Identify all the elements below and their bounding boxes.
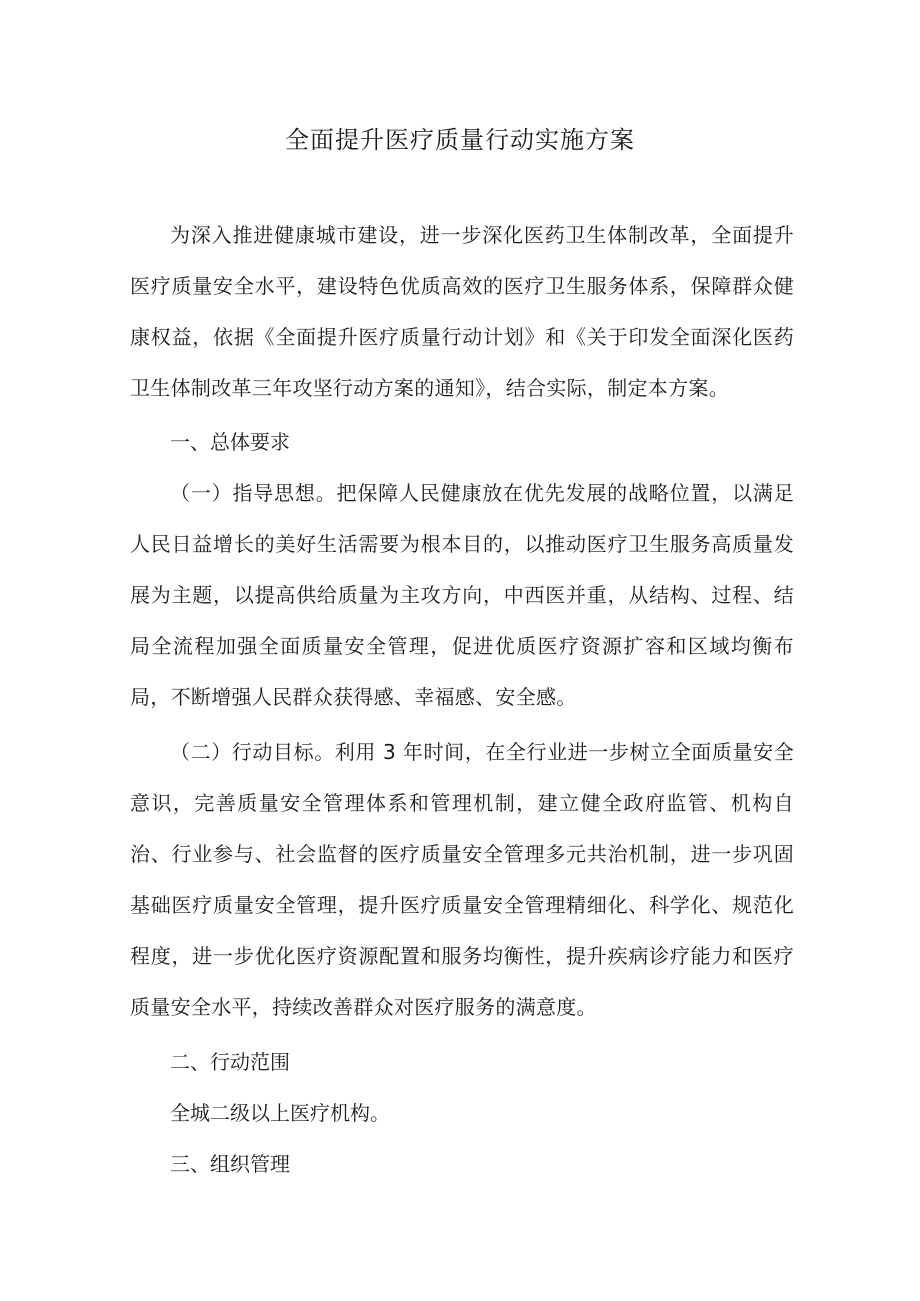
section-heading-action-scope: 二、行动范围 — [170, 1050, 290, 1074]
guiding-ideology-paragraph: （一）指导思想。把保障人民健康放在优先发展的战略位置，以满足人民日益增长的美好生活需要为根本目的，以推动医疗卫生服务高质量发展为主题，以提高供给质量为主攻方向，中西医并重，从结构、过程、结局全流程加强全面质量安全管理，促进优质医疗资源扩容和区域均衡布局，不断增强人民群众获得感、幸福感、安全感。 — [130, 481, 794, 709]
section-heading-organization-management: 三、组织管理 — [170, 1152, 290, 1176]
action-goals-paragraph: （二）行动目标。利用 3 年时间，在全行业进一步树立全面质量安全意识，完善质量安全管理体系和管理机制，建立健全政府监管、机构自治、行业参与、社会监督的医疗质量安全管理多元共治机制，进一步巩固基础医疗质量安全管理，提升医疗质量安全管理精细化、科学化、规范化程度，进一步优化医疗资源配置和服务均衡性，提升疾病诊疗能力和医疗质量安全水平，持续改善群众对医疗服务的满意度。 — [130, 740, 794, 1019]
page-title: 全面提升医疗质量行动实施方案 — [285, 126, 635, 154]
section-heading-general-requirements: 一、总体要求 — [170, 430, 290, 454]
action-scope-paragraph: 全城二级以上医疗机构。 — [170, 1101, 390, 1125]
intro-paragraph: 为深入推进健康城市建设，进一步深化医药卫生体制改革，全面提升医疗质量安全水平，建设特色优质高效的医疗卫生服务体系，保障群众健康权益，依据《全面提升医疗质量行动计划》和《关于印发全面深化医药卫生体制改革三年攻坚行动方案的通知》，结合实际，制定本方案。 — [130, 223, 794, 400]
